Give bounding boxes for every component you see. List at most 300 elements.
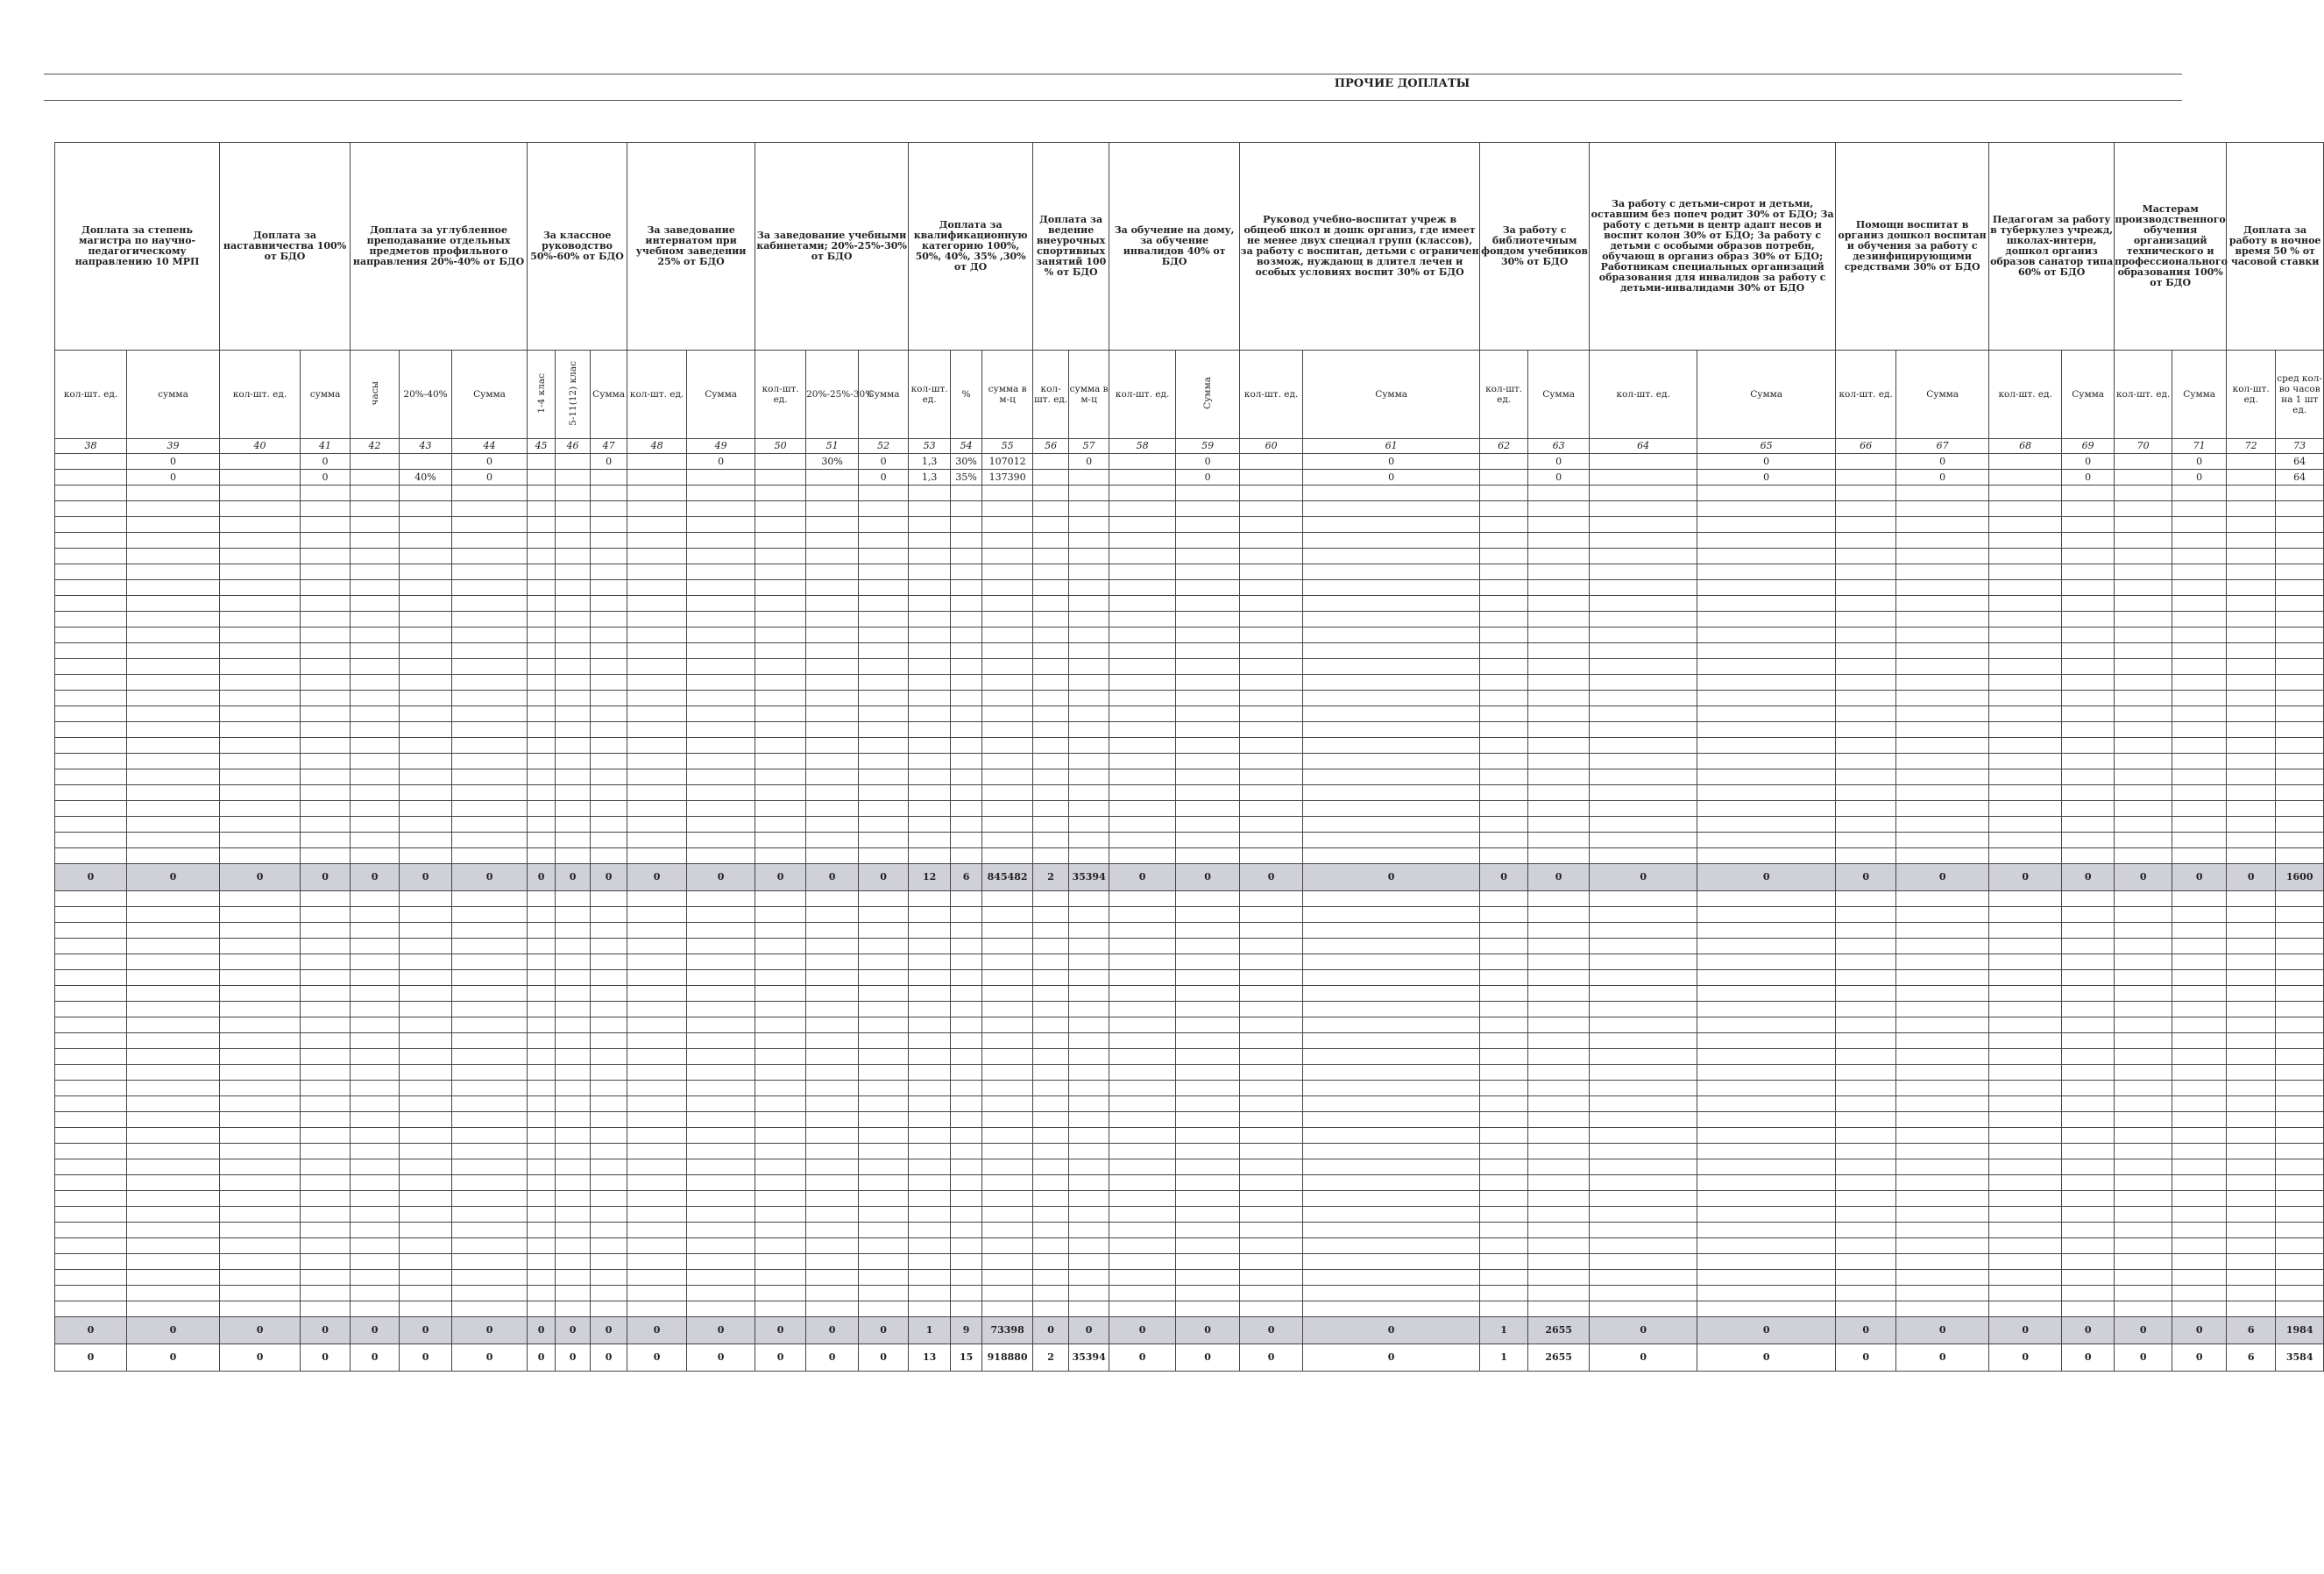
- table-cell: [127, 785, 220, 801]
- table-cell: [1989, 580, 2062, 596]
- table-cell: [1697, 643, 1836, 659]
- table-cell: [1033, 769, 1069, 785]
- table-cell: [1697, 517, 1836, 533]
- table-cell: [1697, 939, 1836, 954]
- sub-header: кол-шт. ед.: [909, 351, 951, 439]
- table-cell: [1896, 1159, 1989, 1175]
- table-cell: 0: [400, 1344, 452, 1372]
- table-cell: [909, 1017, 951, 1033]
- table-cell: [591, 659, 627, 675]
- table-cell: [1896, 549, 1989, 564]
- column-number: 47: [591, 439, 627, 454]
- table-cell: [556, 675, 591, 691]
- table-cell: [452, 549, 528, 564]
- group-header: Доплата за степень магистра по научно-педагогическому направлению 10 МРП: [55, 143, 220, 351]
- table-cell: [1109, 1207, 1176, 1223]
- table-cell: 0: [806, 1317, 859, 1344]
- table-cell: [2172, 580, 2227, 596]
- table-cell: [1033, 564, 1069, 580]
- table-cell: [400, 785, 452, 801]
- table-cell: [755, 643, 806, 659]
- table-cell: 0: [1176, 864, 1240, 891]
- table-cell: 0: [400, 1317, 452, 1344]
- table-cell: [2227, 580, 2276, 596]
- table-cell: [1109, 1286, 1176, 1301]
- table-cell: [1303, 1112, 1480, 1128]
- table-row: [55, 675, 2324, 691]
- table-cell: [951, 675, 982, 691]
- table-cell: [2115, 627, 2172, 643]
- table-cell: [1303, 596, 1480, 612]
- table-cell: [806, 785, 859, 801]
- table-cell: [528, 454, 556, 470]
- table-cell: [982, 769, 1033, 785]
- table-cell: [1109, 470, 1176, 486]
- table-cell: [55, 501, 127, 517]
- table-cell: [1303, 1002, 1480, 1017]
- column-number: 55: [982, 439, 1033, 454]
- table-cell: [220, 580, 301, 596]
- table-cell: [301, 1238, 351, 1254]
- table-cell: [755, 1049, 806, 1065]
- table-cell: [755, 1191, 806, 1207]
- table-cell: [1480, 706, 1528, 722]
- table-cell: [220, 833, 301, 848]
- table-cell: [55, 785, 127, 801]
- table-cell: [220, 1096, 301, 1112]
- table-cell: [400, 533, 452, 549]
- table-cell: [1303, 564, 1480, 580]
- table-cell: [806, 517, 859, 533]
- table-cell: [1176, 691, 1240, 706]
- table-cell: [1480, 470, 1528, 486]
- table-cell: 3584: [2276, 1344, 2324, 1372]
- table-cell: [982, 801, 1033, 817]
- table-cell: [1240, 1112, 1303, 1128]
- table-cell: [1836, 691, 1896, 706]
- table-cell: 0: [1240, 1344, 1303, 1372]
- column-number: 70: [2115, 439, 2172, 454]
- table-cell: [55, 722, 127, 738]
- group-header: За работу с библиотечным фондом учебников 30% от БДО: [1480, 143, 1590, 351]
- table-cell: [400, 1081, 452, 1096]
- table-cell: [627, 923, 687, 939]
- table-cell: [1528, 907, 1590, 923]
- table-cell: [1528, 939, 1590, 954]
- table-cell: [982, 1081, 1033, 1096]
- table-cell: [220, 564, 301, 580]
- table-cell: [1480, 923, 1528, 939]
- table-cell: [127, 1002, 220, 1017]
- table-cell: [452, 1096, 528, 1112]
- table-cell: [1240, 1286, 1303, 1301]
- table-cell: [1480, 817, 1528, 833]
- table-cell: [2172, 659, 2227, 675]
- table-cell: 137390: [982, 470, 1033, 486]
- table-cell: [755, 954, 806, 970]
- sub-header: сумма: [301, 351, 351, 439]
- table-cell: [627, 817, 687, 833]
- table-cell: [2276, 596, 2324, 612]
- table-cell: [1109, 533, 1176, 549]
- sub-header: кол-шт. ед.: [627, 351, 687, 439]
- table-cell: [2172, 517, 2227, 533]
- table-cell: [2115, 769, 2172, 785]
- table-cell: [1896, 1207, 1989, 1223]
- table-cell: [528, 1033, 556, 1049]
- table-cell: [1697, 891, 1836, 907]
- table-cell: [2276, 1159, 2324, 1175]
- table-cell: [1697, 848, 1836, 864]
- table-cell: 0: [806, 864, 859, 891]
- table-cell: [1989, 1065, 2062, 1081]
- group-header: Доплата за квалификационную категорию 100%, 50%, 40%, 35% ,30% от ДО: [909, 143, 1033, 351]
- table-cell: [627, 1033, 687, 1049]
- table-cell: [351, 1017, 400, 1033]
- table-cell: [528, 801, 556, 817]
- table-cell: [859, 1096, 909, 1112]
- table-cell: [1697, 1270, 1836, 1286]
- table-cell: [627, 1254, 687, 1270]
- table-cell: [220, 675, 301, 691]
- table-cell: [1109, 1096, 1176, 1112]
- table-cell: [627, 939, 687, 954]
- table-cell: [400, 1002, 452, 1017]
- table-cell: [909, 643, 951, 659]
- table-cell: [1033, 1128, 1069, 1144]
- table-cell: [806, 848, 859, 864]
- table-cell: [982, 1128, 1033, 1144]
- table-cell: [951, 1175, 982, 1191]
- table-cell: [220, 907, 301, 923]
- table-cell: [1033, 1159, 1069, 1175]
- table-cell: [1303, 1207, 1480, 1223]
- table-cell: [982, 1238, 1033, 1254]
- table-cell: [1176, 643, 1240, 659]
- table-cell: [806, 1254, 859, 1270]
- table-cell: [1240, 1017, 1303, 1033]
- table-cell: [400, 907, 452, 923]
- table-cell: 35394: [1069, 1344, 1109, 1372]
- table-cell: [400, 643, 452, 659]
- table-cell: [687, 848, 755, 864]
- table-cell: [1528, 1144, 1590, 1159]
- table-cell: [452, 1254, 528, 1270]
- table-cell: [687, 1033, 755, 1049]
- table-cell: [1697, 612, 1836, 627]
- table-cell: [2276, 1191, 2324, 1207]
- table-cell: [909, 769, 951, 785]
- table-cell: [951, 1207, 982, 1223]
- table-cell: [627, 1017, 687, 1033]
- table-cell: [556, 580, 591, 596]
- table-cell: [1989, 817, 2062, 833]
- table-cell: [1836, 580, 1896, 596]
- table-cell: [556, 1017, 591, 1033]
- table-cell: [1697, 706, 1836, 722]
- table-cell: [755, 675, 806, 691]
- table-cell: [1176, 1191, 1240, 1207]
- table-cell: [2115, 517, 2172, 533]
- table-cell: [951, 706, 982, 722]
- table-cell: [2115, 533, 2172, 549]
- table-cell: 0: [755, 864, 806, 891]
- table-cell: [452, 1049, 528, 1065]
- table-cell: [1528, 1286, 1590, 1301]
- table-cell: [528, 785, 556, 801]
- table-cell: 0: [1109, 1344, 1176, 1372]
- table-cell: [982, 691, 1033, 706]
- table-cell: [400, 564, 452, 580]
- table-cell: [859, 612, 909, 627]
- table-cell: [859, 1191, 909, 1207]
- table-cell: [1989, 722, 2062, 738]
- table-cell: 12: [909, 864, 951, 891]
- table-cell: [301, 1223, 351, 1238]
- table-cell: [1989, 1017, 2062, 1033]
- table-cell: [859, 675, 909, 691]
- table-cell: [1697, 1081, 1836, 1096]
- table-cell: [1069, 986, 1109, 1002]
- table-row: [55, 533, 2324, 549]
- table-cell: [127, 612, 220, 627]
- subtotal-section-1: [55, 864, 2324, 891]
- table-cell: [556, 517, 591, 533]
- table-cell: [528, 986, 556, 1002]
- sub-header: Сумма: [1528, 351, 1590, 439]
- table-cell: [528, 517, 556, 533]
- table-cell: [1303, 643, 1480, 659]
- table-cell: [528, 706, 556, 722]
- table-cell: [1303, 848, 1480, 864]
- table-cell: [220, 596, 301, 612]
- table-cell: [351, 833, 400, 848]
- table-cell: [2172, 1254, 2227, 1270]
- table-cell: [2062, 891, 2115, 907]
- table-cell: [755, 517, 806, 533]
- table-cell: [627, 691, 687, 706]
- table-cell: [301, 1096, 351, 1112]
- table-cell: [1480, 612, 1528, 627]
- table-row: [55, 1191, 2324, 1207]
- table-cell: [2172, 1191, 2227, 1207]
- table-cell: [982, 1223, 1033, 1238]
- table-cell: [351, 454, 400, 470]
- table-cell: [1033, 738, 1069, 754]
- table-cell: [687, 675, 755, 691]
- table-cell: [2276, 627, 2324, 643]
- table-cell: [1836, 1286, 1896, 1301]
- table-cell: [2276, 1081, 2324, 1096]
- table-cell: [2115, 1254, 2172, 1270]
- table-cell: [1303, 486, 1480, 501]
- table-cell: [755, 1144, 806, 1159]
- table-cell: [1528, 1175, 1590, 1191]
- table-cell: [1303, 675, 1480, 691]
- table-cell: [55, 1159, 127, 1175]
- data-rows-section-1: [55, 454, 2324, 864]
- table-cell: [2227, 533, 2276, 549]
- table-cell: [806, 1065, 859, 1081]
- table-cell: [859, 596, 909, 612]
- table-cell: [301, 691, 351, 706]
- table-cell: [1989, 970, 2062, 986]
- table-cell: [556, 1207, 591, 1223]
- table-cell: [220, 1254, 301, 1270]
- table-cell: [982, 954, 1033, 970]
- table-cell: [400, 454, 452, 470]
- table-cell: [2227, 1096, 2276, 1112]
- table-cell: 0: [1836, 864, 1896, 891]
- table-cell: [55, 923, 127, 939]
- table-cell: [909, 533, 951, 549]
- table-cell: [2172, 533, 2227, 549]
- table-cell: 0: [1033, 1317, 1069, 1344]
- table-cell: 0: [1896, 454, 1989, 470]
- table-row: [55, 564, 2324, 580]
- table-cell: [1697, 1002, 1836, 1017]
- table-cell: [1303, 1144, 1480, 1159]
- table-cell: [400, 1191, 452, 1207]
- table-cell: [351, 754, 400, 769]
- table-cell: [1590, 580, 1697, 596]
- table-cell: [806, 596, 859, 612]
- table-cell: [687, 1270, 755, 1286]
- table-cell: [2276, 1207, 2324, 1223]
- table-cell: [2276, 1128, 2324, 1144]
- table-cell: [2062, 1112, 2115, 1128]
- table-cell: [1033, 643, 1069, 659]
- table-cell: [1697, 486, 1836, 501]
- table-cell: [1697, 1049, 1836, 1065]
- table-cell: [1033, 1081, 1069, 1096]
- table-cell: [1240, 1301, 1303, 1317]
- table-cell: 64: [2276, 470, 2324, 486]
- table-cell: [1697, 785, 1836, 801]
- table-cell: [127, 533, 220, 549]
- table-cell: 0: [687, 454, 755, 470]
- table-cell: [528, 738, 556, 754]
- table-cell: [55, 612, 127, 627]
- table-cell: [2115, 486, 2172, 501]
- table-cell: [1590, 1002, 1697, 1017]
- table-cell: [2172, 501, 2227, 517]
- sub-header: [351, 351, 400, 439]
- table-cell: [55, 1301, 127, 1317]
- table-cell: 0: [1896, 470, 1989, 486]
- table-cell: [1896, 1144, 1989, 1159]
- table-cell: [2276, 1223, 2324, 1238]
- table-cell: [1069, 659, 1109, 675]
- table-cell: [755, 1175, 806, 1191]
- table-cell: [627, 801, 687, 817]
- table-cell: [859, 1033, 909, 1049]
- table-cell: [2062, 1033, 2115, 1049]
- table-cell: [1836, 643, 1896, 659]
- table-cell: [2115, 1002, 2172, 1017]
- table-row: [55, 1238, 2324, 1254]
- table-cell: [452, 706, 528, 722]
- table-cell: [1590, 1270, 1697, 1286]
- table-cell: [1240, 722, 1303, 738]
- table-cell: [1176, 954, 1240, 970]
- table-cell: [1109, 923, 1176, 939]
- table-cell: [982, 1159, 1033, 1175]
- table-cell: 0: [627, 1317, 687, 1344]
- table-cell: [1836, 659, 1896, 675]
- table-cell: [452, 1065, 528, 1081]
- table-cell: [55, 486, 127, 501]
- table-cell: 0: [2115, 864, 2172, 891]
- table-cell: [1303, 891, 1480, 907]
- table-cell: [400, 1207, 452, 1223]
- page-title: ПРОЧИЕ ДОПЛАТЫ: [1334, 77, 1470, 90]
- table-cell: [687, 1238, 755, 1254]
- table-cell: [806, 970, 859, 986]
- table-cell: [1109, 1033, 1176, 1049]
- table-cell: [55, 549, 127, 564]
- table-cell: [755, 533, 806, 549]
- table-cell: [55, 706, 127, 722]
- table-cell: [859, 1270, 909, 1286]
- title-rule: [44, 100, 2182, 101]
- table-cell: [1836, 1002, 1896, 1017]
- table-cell: [2227, 675, 2276, 691]
- table-cell: [627, 1096, 687, 1112]
- table-cell: [1590, 1033, 1697, 1049]
- table-cell: [951, 1270, 982, 1286]
- table-cell: [806, 612, 859, 627]
- table-cell: [755, 848, 806, 864]
- table-cell: [452, 923, 528, 939]
- table-cell: [1836, 675, 1896, 691]
- sub-header: кол-шт. ед.: [755, 351, 806, 439]
- table-cell: [755, 1254, 806, 1270]
- table-cell: [909, 1286, 951, 1301]
- table-cell: [982, 596, 1033, 612]
- table-cell: [1069, 848, 1109, 864]
- table-cell: [1836, 939, 1896, 954]
- table-cell: [2227, 738, 2276, 754]
- table-cell: [1240, 1254, 1303, 1270]
- table-cell: [591, 769, 627, 785]
- table-cell: [452, 754, 528, 769]
- table-cell: [127, 675, 220, 691]
- table-cell: [1697, 1175, 1836, 1191]
- table-cell: [1989, 470, 2062, 486]
- table-cell: [2172, 1065, 2227, 1081]
- table-cell: [528, 501, 556, 517]
- table-cell: [2062, 580, 2115, 596]
- group-header: Руковод учебно-воспитат учреж в общеоб школ и дошк организ, где имеет не менее двух специал групп (классов), за работу с воспитан, детьми с ограничен возмож, нуждающ в длител лечен и особых условиях воспит 30% от БДО: [1240, 143, 1480, 351]
- table-cell: [687, 470, 755, 486]
- table-cell: [951, 1033, 982, 1049]
- table-cell: [1069, 754, 1109, 769]
- table-cell: [351, 1238, 400, 1254]
- table-cell: [452, 596, 528, 612]
- table-cell: [556, 627, 591, 643]
- table-cell: [1240, 612, 1303, 627]
- table-cell: [1697, 1223, 1836, 1238]
- table-cell: [627, 754, 687, 769]
- column-number: 69: [2062, 439, 2115, 454]
- subtotal-row: [55, 1317, 2324, 1344]
- table-cell: [1303, 1159, 1480, 1175]
- table-cell: 0: [2172, 470, 2227, 486]
- table-cell: 0: [591, 1344, 627, 1372]
- table-cell: [951, 939, 982, 954]
- table-cell: 0: [301, 470, 351, 486]
